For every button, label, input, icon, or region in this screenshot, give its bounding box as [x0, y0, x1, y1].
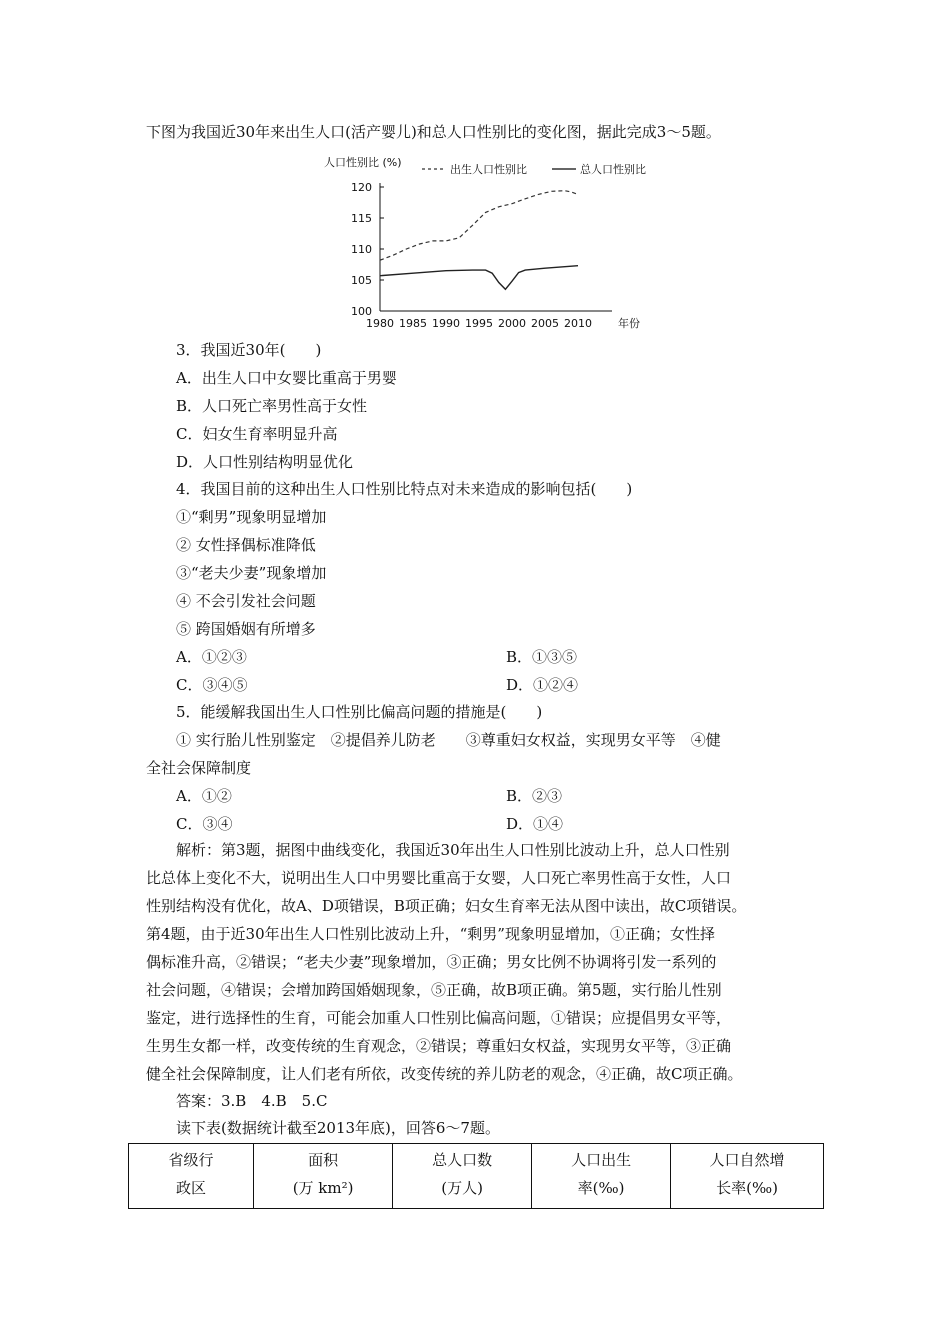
legend: [422, 162, 646, 176]
table-header-cell: 省级行 政区: [129, 1144, 254, 1209]
analysis-line-9: 健全社会保障制度，让人们老有所依，改变传统的养儿防老的观念，④正确，故C项正确。: [146, 1065, 743, 1083]
analysis-line-8: 生男生女都一样，改变传统的生育观念，②错误；尊重妇女权益，实现男女平等，③正确: [146, 1037, 732, 1055]
x-axis-label: 年份: [618, 317, 640, 330]
x-tick-label: 1990: [432, 317, 460, 330]
q5-option-a: A．①②: [176, 787, 232, 805]
table-header-cell: 总人口数 (万人): [393, 1144, 532, 1209]
q4-option-a: A．①②③: [176, 648, 247, 666]
y-ticks: [351, 181, 384, 318]
q5-measures-line1: ① 实行胎儿性别鉴定 ②提倡养儿防老 ③尊重妇女权益，实现男女平等 ④健: [176, 731, 721, 749]
q5-option-c: C．③④: [176, 815, 233, 833]
q3-option-d: D．人口性别结构明显优化: [176, 453, 354, 471]
analysis-line-7: 鉴定，进行选择性的生育，可能会加重人口性别比偏高问题，①错误；应提倡男女平等，: [146, 1009, 732, 1027]
q5-option-b: B．②③: [506, 787, 563, 805]
q3-stem: 3．我国近30年( ): [176, 341, 322, 359]
intro-text: 下图为我国近30年来出生人口(活产婴儿)和总人口性别比的变化图，据此完成3～5题。: [146, 123, 721, 141]
answer-line: 答案：3.B 4.B 5.C: [176, 1092, 328, 1110]
q3-option-b: B．人口死亡率男性高于女性: [176, 397, 368, 415]
analysis-line-6: 社会问题，④错误；会增加跨国婚姻现象，⑤正确，故B项正确。第5题，实行胎儿性别: [146, 981, 722, 999]
x-tick-label: 1995: [465, 317, 493, 330]
x-tick-label: 2000: [498, 317, 526, 330]
analysis-line-5: 偶标准升高，②错误；“老夫少妻”现象增加，③正确；男女比例不协调将引发一系列的: [146, 953, 717, 971]
x-tick-label: 1980: [366, 317, 394, 330]
x-ticks: [366, 317, 592, 330]
y-tick-label: 110: [351, 243, 372, 256]
analysis-line-1: 解析：第3题，据图中曲线变化，我国近30年出生人口性别比波动上升，总人口性别: [176, 841, 730, 859]
y-tick-label: 120: [351, 181, 372, 194]
province-data-table: [128, 1143, 824, 1209]
x-tick-label: 2010: [564, 317, 592, 330]
sex-ratio-chart: [320, 150, 680, 340]
x-tick-label: 1985: [399, 317, 427, 330]
q4-item-1: ①“剩男”现象明显增加: [176, 508, 327, 526]
q4-item-5: ⑤ 跨国婚姻有所增多: [176, 620, 316, 638]
series-line-birth-sex-ratio: [380, 191, 578, 261]
y-axis-label: 人口性别比 (%): [324, 156, 402, 169]
series-line-total-sex-ratio: [380, 266, 578, 290]
table-header-row: [129, 1144, 824, 1209]
y-tick-label: 100: [351, 305, 372, 318]
analysis-line-3: 性别结构没有优化，故A、D项错误，B项正确；妇女生育率无法从图中读出，故C项错误。: [146, 897, 747, 915]
q4-item-4: ④ 不会引发社会问题: [176, 592, 316, 610]
q4-item-3: ③“老夫少妻”现象增加: [176, 564, 327, 582]
q3-option-a: A．出生人口中女婴比重高于男婴: [176, 369, 397, 387]
legend-label-total: 总人口性别比: [580, 163, 646, 176]
q5-stem: 5．能缓解我国出生人口性别比偏高问题的措施是( ): [176, 703, 543, 721]
analysis-line-4: 第4题，由于近30年出生人口性别比波动上升，“剩男”现象明显增加，①正确；女性择: [146, 925, 715, 943]
table-header-cell: 人口自然增 长率(‰): [671, 1144, 824, 1209]
q4-item-2: ② 女性择偶标准降低: [176, 536, 316, 554]
q4-option-b: B．①③⑤: [506, 648, 578, 666]
table-header-cell: 面积 (万 km²): [254, 1144, 393, 1209]
y-tick-label: 115: [351, 212, 372, 225]
y-tick-label: 105: [351, 274, 372, 287]
analysis-line-2: 比总体上变化不大，说明出生人口中男婴比重高于女婴，人口死亡率男性高于女性，人口: [146, 869, 732, 887]
q5-measures-line2: 全社会保障制度: [146, 759, 252, 777]
table-header-cell: 人口出生 率(‰): [532, 1144, 671, 1209]
x-tick-label: 2005: [531, 317, 559, 330]
legend-label-birth: 出生人口性别比: [450, 163, 527, 176]
q3-option-c: C．妇女生育率明显升高: [176, 425, 338, 443]
table-intro: 读下表(数据统计截至2013年底)，回答6～7题。: [176, 1119, 500, 1137]
q4-option-c: C．③④⑤: [176, 676, 248, 694]
q5-option-d: D．①④: [506, 815, 564, 833]
q4-option-d: D．①②④: [506, 676, 579, 694]
q4-stem: 4．我国目前的这种出生人口性别比特点对未来造成的影响包括( ): [176, 480, 633, 498]
